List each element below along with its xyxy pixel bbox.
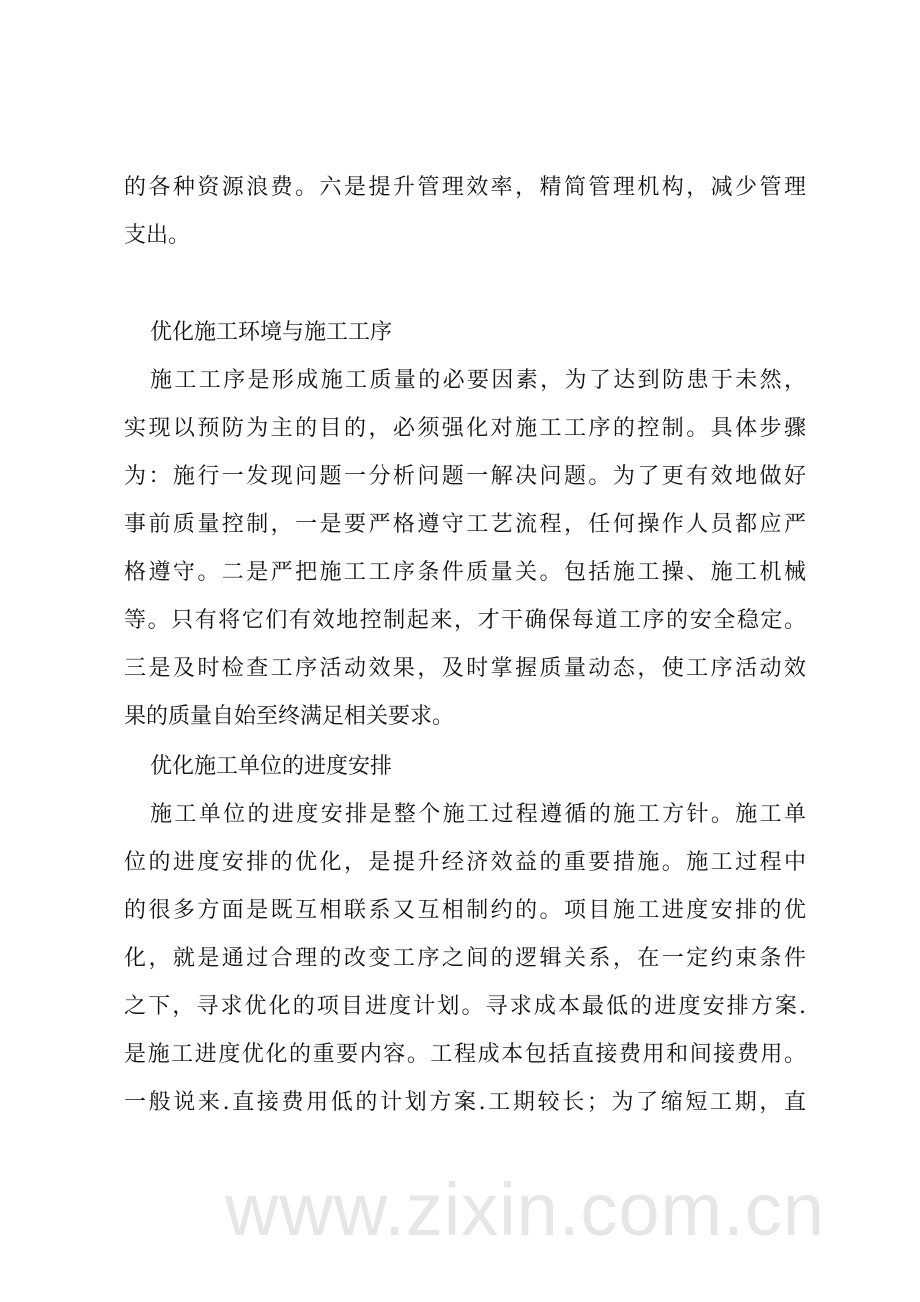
text-line: 的很多方面是既互相联系又互相制约的。项目施工进度安排的优 [124,898,806,923]
text-line: 三是及时检查工序活动效果，及时掌握质量动态，使工序活动效 [124,656,806,681]
text-line: 等。只有将它们有效地控制起来，才干确保每道工序的安全稳定。 [124,608,806,633]
text-line: 支出。 [124,223,191,248]
text-line: 之下，寻求优化的项目进度计划。寻求成本最低的进度安排方案. [124,994,806,1019]
text-line: 位的进度安排的优化，是提升经济效益的重要措施。施工过程中 [124,850,806,875]
text-line: 事前质量控制，一是要严格遵守工艺流程，任何操作人员都应严 [124,512,806,537]
text-line: 实现以预防为主的目的，必须强化对施工工序的控制。具体步骤 [124,416,806,441]
section-heading: 优化施工环境与施工工序 [150,320,393,345]
watermark: www.zixin.com.cn [225,1168,825,1251]
text-line: 施工单位的进度安排是整个施工过程遵循的施工方针。施工单 [150,802,806,827]
text-line: 化，就是通过合理的改变工序之间的逻辑关系，在一定约束条件 [124,946,806,971]
text-line: 为：施行一发现问题一分析问题一解决问题。为了更有效地做好 [124,464,806,489]
text-line: 果的质量自始至终满足相关要求。 [124,704,455,729]
text-line: 的各种资源浪费。六是提升管理效率，精简管理机构，减少管理 [124,175,806,200]
section-heading: 优化施工单位的进度安排 [150,754,393,779]
text-line: 格遵守。二是严把施工工序条件质量关。包括施工操、施工机械 [124,560,806,585]
text-line: 一般说来.直接费用低的计划方案.工期较长；为了缩短工期，直 [124,1090,806,1115]
text-line: 是施工进度优化的重要内容。工程成本包括直接费用和间接费用。 [124,1042,806,1067]
text-line: 施工工序是形成施工质量的必要因素，为了达到防患于未然， [150,368,806,393]
